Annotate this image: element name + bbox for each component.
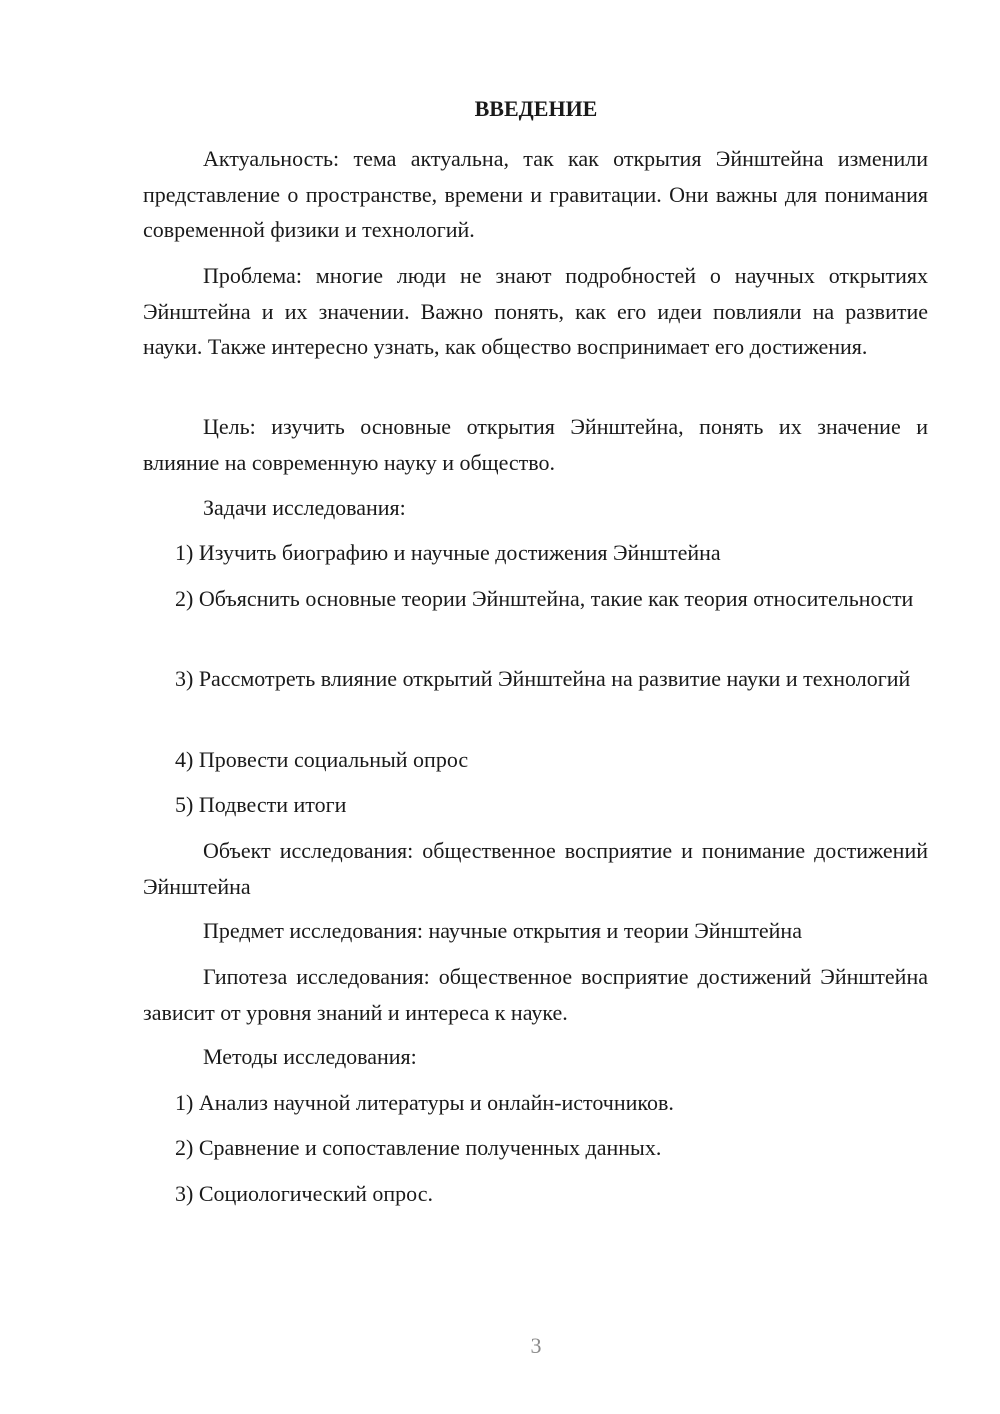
page-number: 3 <box>530 1333 542 1358</box>
hypothesis-paragraph: Гипотеза исследования: общественное восприятие достижений Эйнштейна зависит от уровня знаний и интереса к науке. <box>143 964 928 1025</box>
problem-paragraph: Проблема: многие люди не знают подробностей о научных открытиях Эйнштейна и их значении. Важно понять, как его идеи повлияли на развитие науки. Также интересно узнать, как общество воспринимает его достижения. <box>143 263 928 360</box>
object-paragraph: Объект исследования: общественное восприятие и понимание достижений Эйнштейна <box>143 838 928 899</box>
goal-paragraph: Цель: изучить основные открытия Эйнштейна, понять их значение и влияние на современную науку и общество. <box>143 414 928 475</box>
relevance-paragraph: Актуальность: тема актуальна, так как открытия Эйнштейна изменили представление о пространстве, времени и гравитации. Они важны для понимания современной физики и технологий. <box>143 146 928 243</box>
task-item-4: 4) Провести социальный опрос <box>175 747 469 772</box>
task-item-1: 1) Изучить биографию и научные достижения Эйнштейна <box>175 540 721 565</box>
method-item-2: 2) Сравнение и сопоставление полученных данных. <box>175 1135 662 1160</box>
task-item-2: 2) Объяснить основные теории Эйнштейна, такие как теория относительности <box>175 586 914 611</box>
method-item-1: 1) Анализ научной литературы и онлайн-источников. <box>175 1090 674 1115</box>
subject-paragraph: Предмет исследования: научные открытия и теории Эйнштейна <box>203 918 802 943</box>
method-item-3: 3) Социологический опрос. <box>175 1181 433 1206</box>
task-item-5: 5) Подвести итоги <box>175 792 347 817</box>
section-heading: ВВЕДЕНИЕ <box>474 96 598 121</box>
tasks-heading: Задачи исследования: <box>203 495 406 520</box>
methods-heading: Методы исследования: <box>203 1044 417 1069</box>
task-item-3: 3) Рассмотреть влияние открытий Эйнштейна на развитие науки и технологий <box>175 666 911 691</box>
